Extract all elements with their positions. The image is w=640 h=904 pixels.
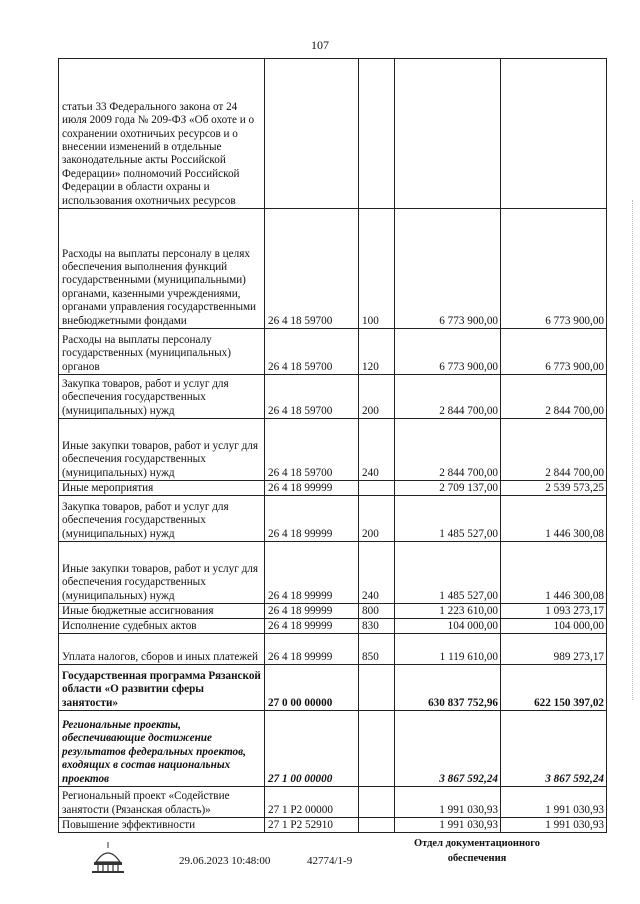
row-sum2: 2 844 700,00 xyxy=(501,375,607,419)
row-sum1: 104 000,00 xyxy=(395,619,501,634)
budget-table xyxy=(58,58,607,833)
row-name: Закупка товаров, работ и услуг для обеспечения государственных (муниципальных) нужд xyxy=(59,496,265,542)
row-sum1: 1 485 527,00 xyxy=(395,496,501,542)
row-vr xyxy=(359,818,395,833)
margin-divider xyxy=(632,200,635,700)
row-sum1: 1 991 030,93 xyxy=(395,787,501,818)
table-row xyxy=(59,818,607,833)
row-sum2: 1 991 030,93 xyxy=(501,787,607,818)
row-name: Государственная программа Рязанской области «О развитии сферы занятости» xyxy=(59,665,265,711)
row-sum1: 1 223 610,00 xyxy=(395,604,501,619)
row-code: 27 1 P2 00000 xyxy=(265,787,359,818)
row-code: 27 0 00 00000 xyxy=(265,665,359,711)
table-row xyxy=(59,787,607,818)
row-code: 26 4 18 99999 xyxy=(265,542,359,604)
row-code: 26 4 18 59700 xyxy=(265,209,359,329)
row-name: Расходы на выплаты персоналу государственных (муниципальных) органов xyxy=(59,329,265,375)
row-sum2: 3 867 592,24 xyxy=(501,711,607,787)
row-vr: 800 xyxy=(359,604,395,619)
row-vr: 240 xyxy=(359,419,395,481)
footer-department-line1: Отдел документационного xyxy=(413,838,541,849)
row-name: Иные бюджетные ассигнования xyxy=(59,604,265,619)
row-sum1: 1 991 030,93 xyxy=(395,818,501,833)
row-sum1: 6 773 900,00 xyxy=(395,329,501,375)
table-row-section xyxy=(59,711,607,787)
row-vr: 240 xyxy=(359,542,395,604)
row-code: 26 4 18 99999 xyxy=(265,604,359,619)
row-name: Иные мероприятия xyxy=(59,481,265,496)
table-row-program xyxy=(59,665,607,711)
table-row xyxy=(59,604,607,619)
row-name: Иные закупки товаров, работ и услуг для обеспечения государственных (муниципальных) нужд xyxy=(59,542,265,604)
row-code: 26 4 18 99999 xyxy=(265,481,359,496)
table-row xyxy=(59,419,607,481)
row-sum2: 104 000,00 xyxy=(501,619,607,634)
row-name: Расходы на выплаты персоналу в целях обеспечения выполнения функций государственными (муниципальными) органами, казенными учреждениями, органами управления государственными внебюджетными фондами xyxy=(59,209,265,329)
row-vr: 830 xyxy=(359,619,395,634)
row-name: Иные закупки товаров, работ и услуг для обеспечения государственных (муниципальных) нужд xyxy=(59,419,265,481)
row-code: 26 4 18 59700 xyxy=(265,329,359,375)
row-vr xyxy=(359,711,395,787)
row-name: Региональный проект «Содействие занятости (Рязанская область)» xyxy=(59,787,265,818)
row-sum2: 1 991 030,93 xyxy=(501,818,607,833)
row-sum1: 6 773 900,00 xyxy=(395,209,501,329)
table-row xyxy=(59,619,607,634)
table-row xyxy=(59,375,607,419)
table-row xyxy=(59,542,607,604)
row-sum1: 1 485 527,00 xyxy=(395,542,501,604)
row-vr: 120 xyxy=(359,329,395,375)
row-code xyxy=(265,59,359,209)
row-vr xyxy=(359,665,395,711)
row-name: Повышение эффективности xyxy=(59,818,265,833)
row-sum2: 6 773 900,00 xyxy=(501,209,607,329)
row-code: 27 1 P2 52910 xyxy=(265,818,359,833)
row-code: 26 4 18 99999 xyxy=(265,496,359,542)
row-vr: 100 xyxy=(359,209,395,329)
row-vr: 200 xyxy=(359,496,395,542)
row-vr: 200 xyxy=(359,375,395,419)
row-code: 26 4 18 59700 xyxy=(265,375,359,419)
footer-department-line2: обеспечения xyxy=(447,853,507,864)
row-sum1: 3 867 592,24 xyxy=(395,711,501,787)
row-name: Закупка товаров, работ и услуг для обеспечения государственных (муниципальных) нужд xyxy=(59,375,265,419)
table-row xyxy=(59,59,607,209)
row-sum1 xyxy=(395,59,501,209)
row-code: 27 1 00 00000 xyxy=(265,711,359,787)
row-vr xyxy=(359,59,395,209)
row-name: Региональные проекты, обеспечивающие достижение результатов федеральных проектов, входящих в состав национальных проектов xyxy=(59,711,265,787)
table-row xyxy=(59,209,607,329)
row-sum2: 1 446 300,08 xyxy=(501,542,607,604)
table-row xyxy=(59,481,607,496)
row-sum1: 1 119 610,00 xyxy=(395,634,501,665)
row-sum2: 622 150 397,02 xyxy=(501,665,607,711)
row-name: Уплата налогов, сборов и иных платежей xyxy=(59,634,265,665)
page-number: 107 xyxy=(311,38,329,52)
footer-datetime: 29.06.2023 10:48:00 xyxy=(179,855,271,867)
row-name: Исполнение судебных актов xyxy=(59,619,265,634)
row-vr xyxy=(359,481,395,496)
row-vr: 850 xyxy=(359,634,395,665)
row-sum1: 2 709 137,00 xyxy=(395,481,501,496)
row-sum2 xyxy=(501,59,607,209)
footer-doc-number: 42774/1-9 xyxy=(307,855,353,867)
row-sum2: 6 773 900,00 xyxy=(501,329,607,375)
row-name: статьи 33 Федерального закона от 24 июля 2009 года № 209-ФЗ «Об охоте и о сохранении охотничьих ресурсов и о внесении изменений в отдельные законодательные акты Российской Федерации» полномочий Российской Федерации в области охраны и использования охотничьих ресурсов xyxy=(59,59,265,209)
row-sum1: 2 844 700,00 xyxy=(395,419,501,481)
row-sum2: 1 093 273,17 xyxy=(501,604,607,619)
row-sum2: 2 539 573,25 xyxy=(501,481,607,496)
row-sum1: 630 837 752,96 xyxy=(395,665,501,711)
duma-emblem-icon xyxy=(88,840,128,874)
row-code: 26 4 18 99999 xyxy=(265,634,359,665)
row-sum1: 2 844 700,00 xyxy=(395,375,501,419)
table-row xyxy=(59,634,607,665)
row-sum2: 989 273,17 xyxy=(501,634,607,665)
footer-department xyxy=(392,836,562,866)
row-sum2: 1 446 300,08 xyxy=(501,496,607,542)
table-row xyxy=(59,329,607,375)
row-vr xyxy=(359,787,395,818)
row-code: 26 4 18 99999 xyxy=(265,619,359,634)
row-code: 26 4 18 59700 xyxy=(265,419,359,481)
table-row xyxy=(59,496,607,542)
row-sum2: 2 844 700,00 xyxy=(501,419,607,481)
